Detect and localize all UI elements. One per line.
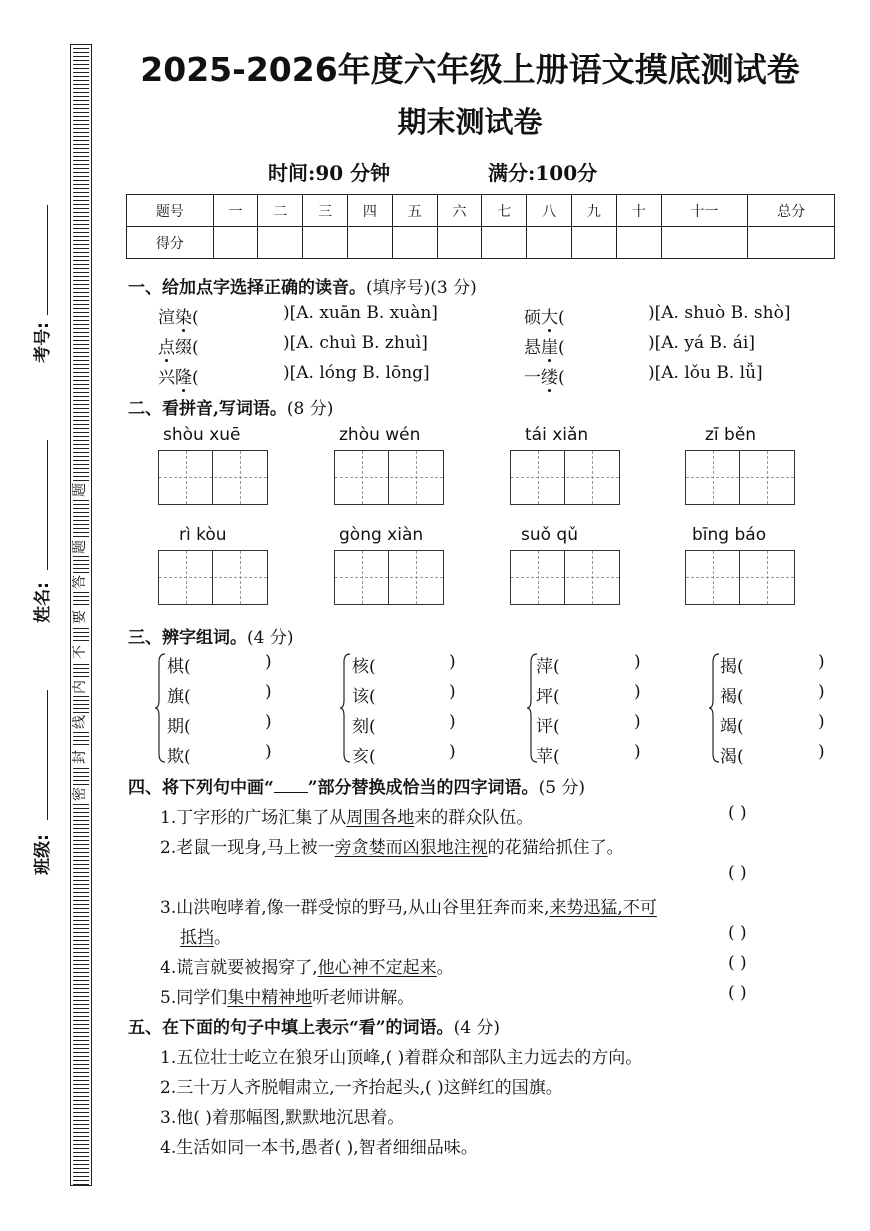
q3-points: (4 分) — [247, 628, 294, 648]
q5-heading-text: 五、在下面的句子中填上表示“看”的词语。 — [128, 1018, 454, 1038]
q3-item: 棋( — [167, 657, 191, 677]
q4-sentence-4 — [160, 953, 454, 978]
q1-dotted-char: 崖 — [541, 338, 558, 358]
text: 5.同学们 — [160, 988, 228, 1008]
score-cell[interactable] — [616, 227, 661, 259]
q1-dotted-char: 染 — [175, 308, 192, 328]
table-cell: 得分 — [127, 227, 214, 259]
pinyin: tái xiǎn — [525, 425, 589, 445]
q1-options: )[A. xuān B. xuàn] — [283, 303, 438, 323]
answer-paren[interactable]: ( ) — [728, 803, 747, 823]
q3-heading — [128, 623, 293, 648]
q5-sentence-2: 2.三十万人齐脱帽肃立,一齐抬起头,( )这鲜红的国旗。 — [160, 1078, 563, 1098]
q2-points: (8 分) — [286, 399, 334, 419]
q3-item: 竭( — [720, 717, 744, 737]
table-cell: 总分 — [748, 195, 835, 227]
q3-item: 该( — [352, 687, 376, 707]
text: 3.山洪咆哮着,像一群受惊的野马,从山谷里狂奔而来, — [160, 898, 550, 918]
underlined-phrase: 旁贪婪而凶狠地注视 — [334, 838, 488, 858]
page-subtitle: 期末测试卷 — [397, 105, 543, 139]
writing-grid[interactable] — [510, 450, 620, 505]
score-table-score-row — [127, 227, 835, 259]
q3-item: 期( — [167, 717, 191, 737]
q4-heading-a: 四、将下列句中画“ — [128, 778, 274, 798]
text: 。 — [436, 958, 454, 978]
table-cell: 八 — [527, 195, 572, 227]
close-paren: ) — [634, 712, 641, 732]
table-cell: 二 — [258, 195, 303, 227]
q4-sentence-2 — [160, 833, 624, 858]
binding-char: 封 — [72, 750, 88, 764]
score-cell[interactable] — [661, 227, 748, 259]
binding-char: 不 — [72, 645, 88, 659]
q5-heading — [128, 1013, 500, 1038]
answer-paren[interactable]: ( ) — [728, 953, 747, 973]
binding-char: 题 — [72, 540, 88, 554]
close-paren: ) — [449, 712, 456, 732]
q1-options: )[A. shuò B. shò] — [648, 303, 791, 323]
close-paren: ) — [449, 682, 456, 702]
q1-options: )[A. lóng B. lōng] — [283, 363, 430, 383]
answer-paren[interactable]: ( ) — [728, 923, 747, 943]
binding-strip — [70, 44, 92, 1186]
q3-item: 坪( — [536, 687, 560, 707]
score-cell[interactable] — [303, 227, 348, 259]
q2-heading — [128, 394, 333, 419]
q1-item: 硕大( — [524, 308, 565, 328]
table-cell: 九 — [572, 195, 617, 227]
q1-dotted-char: 隆 — [175, 368, 192, 388]
pinyin: rì kòu — [179, 525, 227, 545]
underlined-phrase: 抵挡 — [180, 928, 214, 948]
q4-sentence-3 — [160, 893, 657, 918]
q1-char: 一 — [524, 368, 541, 388]
q3-item: 评( — [536, 717, 560, 737]
class-line[interactable] — [47, 690, 48, 820]
q1-item — [158, 333, 199, 358]
q3-item: 苹( — [536, 747, 560, 767]
pinyin: suǒ qǔ — [521, 525, 579, 545]
pinyin: zhòu wén — [339, 425, 421, 445]
q2-heading-text: 二、看拼音,写词语。 — [128, 399, 287, 419]
score-cell[interactable] — [348, 227, 393, 259]
table-cell: 七 — [482, 195, 527, 227]
close-paren: ) — [634, 652, 641, 672]
q1-heading-text: 一、给加点字选择正确的读音。 — [128, 278, 366, 298]
answer-paren[interactable]: ( ) — [728, 983, 747, 1003]
close-paren: ) — [265, 742, 272, 762]
q3-heading-text: 三、辨字组词。 — [128, 628, 247, 648]
q1-item: 渲染( — [158, 308, 199, 328]
q1-char: 缀( — [175, 338, 199, 358]
score-cell[interactable] — [392, 227, 437, 259]
q1-char: 渲 — [158, 308, 175, 328]
q5-sentence-3: 3.他( )着那幅图,默默地沉思着。 — [160, 1108, 405, 1128]
q3-item: 揭( — [720, 657, 744, 677]
text: 4.谎言就要被揭穿了, — [160, 958, 318, 978]
name-label: 姓名: — [32, 582, 53, 623]
close-paren: ) — [818, 712, 825, 732]
table-cell: 题号 — [127, 195, 214, 227]
q1-char: 硕 — [524, 308, 541, 328]
writing-grid[interactable] — [334, 550, 444, 605]
q1-dotted-char: 大 — [541, 308, 558, 328]
exam-no-line[interactable] — [47, 205, 48, 315]
exam-no-label: 考号: — [32, 322, 53, 363]
binding-char: 内 — [72, 680, 88, 694]
q1-options: )[A. lǒu B. lǚ] — [648, 363, 763, 383]
q1-item: 悬崖( — [524, 338, 565, 358]
underlined-phrase: 集中精神地 — [227, 988, 313, 1008]
binding-char: 密 — [72, 787, 88, 801]
close-paren: ) — [634, 682, 641, 702]
q5-points: (4 分) — [453, 1018, 501, 1038]
q1-char: 兴 — [158, 368, 175, 388]
underlined-phrase: 他心神不定起来 — [317, 958, 437, 978]
close-paren: ) — [634, 742, 641, 762]
page-title: 2025-2026年度六年级上册语文摸底测试卷 — [140, 50, 800, 89]
close-paren: ) — [818, 682, 825, 702]
close-paren: ) — [818, 652, 825, 672]
brace-icon — [155, 652, 167, 764]
close-paren: ) — [265, 712, 272, 732]
table-cell: 四 — [348, 195, 393, 227]
text: 的花猫给抓住了。 — [487, 838, 624, 858]
table-cell: 五 — [392, 195, 437, 227]
q3-item: 旗( — [167, 687, 191, 707]
q3-item: 欺( — [167, 747, 191, 767]
score-table-header-row — [127, 195, 835, 227]
underline-sample — [274, 778, 308, 793]
brace-icon — [340, 652, 352, 764]
score-cell[interactable] — [258, 227, 303, 259]
q1-points: (填序号)(3 分) — [366, 278, 477, 298]
close-paren: ) — [265, 652, 272, 672]
score-cell[interactable] — [437, 227, 482, 259]
close-paren: ) — [449, 742, 456, 762]
q4-points: (5 分) — [538, 778, 586, 798]
q1-dotted-char: 点 — [158, 338, 175, 358]
score-cell[interactable] — [527, 227, 572, 259]
q4-sentence-1 — [160, 803, 533, 828]
q4-heading — [128, 773, 585, 798]
q3-item: 褐( — [720, 687, 744, 707]
text: 2.老鼠一现身,马上被一 — [160, 838, 335, 858]
q4-sentence-5 — [160, 983, 414, 1008]
text: 来的群众队伍。 — [414, 808, 534, 828]
q1-heading — [128, 273, 477, 298]
answer-paren[interactable]: ( ) — [728, 863, 747, 883]
pinyin: shòu xuē — [163, 425, 241, 445]
pinyin: zī běn — [705, 425, 757, 445]
text: 1.丁字形的广场汇集了从 — [160, 808, 347, 828]
q5-sentence-4: 4.生活如同一本书,愚者( ),智者细细品味。 — [160, 1138, 478, 1158]
q3-item: 核( — [352, 657, 376, 677]
score-table — [126, 194, 835, 259]
binding-char: 答 — [72, 575, 88, 589]
underlined-phrase: 来势迅猛,不可 — [549, 898, 657, 918]
writing-grid[interactable] — [685, 550, 795, 605]
close-paren: ) — [449, 652, 456, 672]
score-cell[interactable] — [748, 227, 835, 259]
writing-grid[interactable] — [158, 550, 268, 605]
binding-char: 要 — [72, 610, 88, 624]
score-cell[interactable] — [482, 227, 527, 259]
binding-char: 题 — [72, 483, 88, 497]
score-cell[interactable] — [213, 227, 258, 259]
q3-item: 刻( — [352, 717, 376, 737]
q1-item: 兴隆( — [158, 368, 199, 388]
writing-grid[interactable] — [510, 550, 620, 605]
q5-sentence-1: 1.五位壮士屹立在狼牙山顶峰,( )着群众和部队主力远去的方向。 — [160, 1048, 643, 1068]
q4-heading-b: ”部分替换成恰当的四字词语。 — [307, 778, 539, 798]
table-cell: 三 — [303, 195, 348, 227]
pinyin: bīng báo — [692, 525, 767, 545]
close-paren: ) — [265, 682, 272, 702]
table-cell: 一 — [213, 195, 258, 227]
class-label: 班级: — [32, 834, 53, 875]
score-label: 满分:100分 — [488, 161, 598, 185]
table-cell: 十 — [616, 195, 661, 227]
q4-sentence-3-cont — [180, 923, 231, 948]
table-cell: 六 — [437, 195, 482, 227]
name-line[interactable] — [47, 440, 48, 570]
score-cell[interactable] — [572, 227, 617, 259]
writing-grid[interactable] — [158, 450, 268, 505]
binding-char: 线 — [72, 715, 88, 729]
text: 听老师讲解。 — [312, 988, 415, 1008]
q1-options: )[A. yá B. ái] — [648, 333, 755, 353]
q1-item: 一缕( — [524, 368, 565, 388]
writing-grid[interactable] — [685, 450, 795, 505]
table-cell: 十一 — [661, 195, 748, 227]
q1-char: 悬 — [524, 338, 541, 358]
q3-item: 亥( — [352, 747, 376, 767]
q1-dotted-char: 缕 — [541, 368, 558, 388]
pinyin: gòng xiàn — [339, 525, 424, 545]
close-paren: ) — [818, 742, 825, 762]
q1-options: )[A. chuì B. zhuì] — [283, 333, 428, 353]
q3-item: 渴( — [720, 747, 744, 767]
underlined-phrase: 周围各地 — [346, 808, 415, 828]
time-label: 时间:90 分钟 — [268, 161, 391, 185]
q3-item: 萍( — [536, 657, 560, 677]
writing-grid[interactable] — [334, 450, 444, 505]
text: 。 — [214, 928, 231, 948]
